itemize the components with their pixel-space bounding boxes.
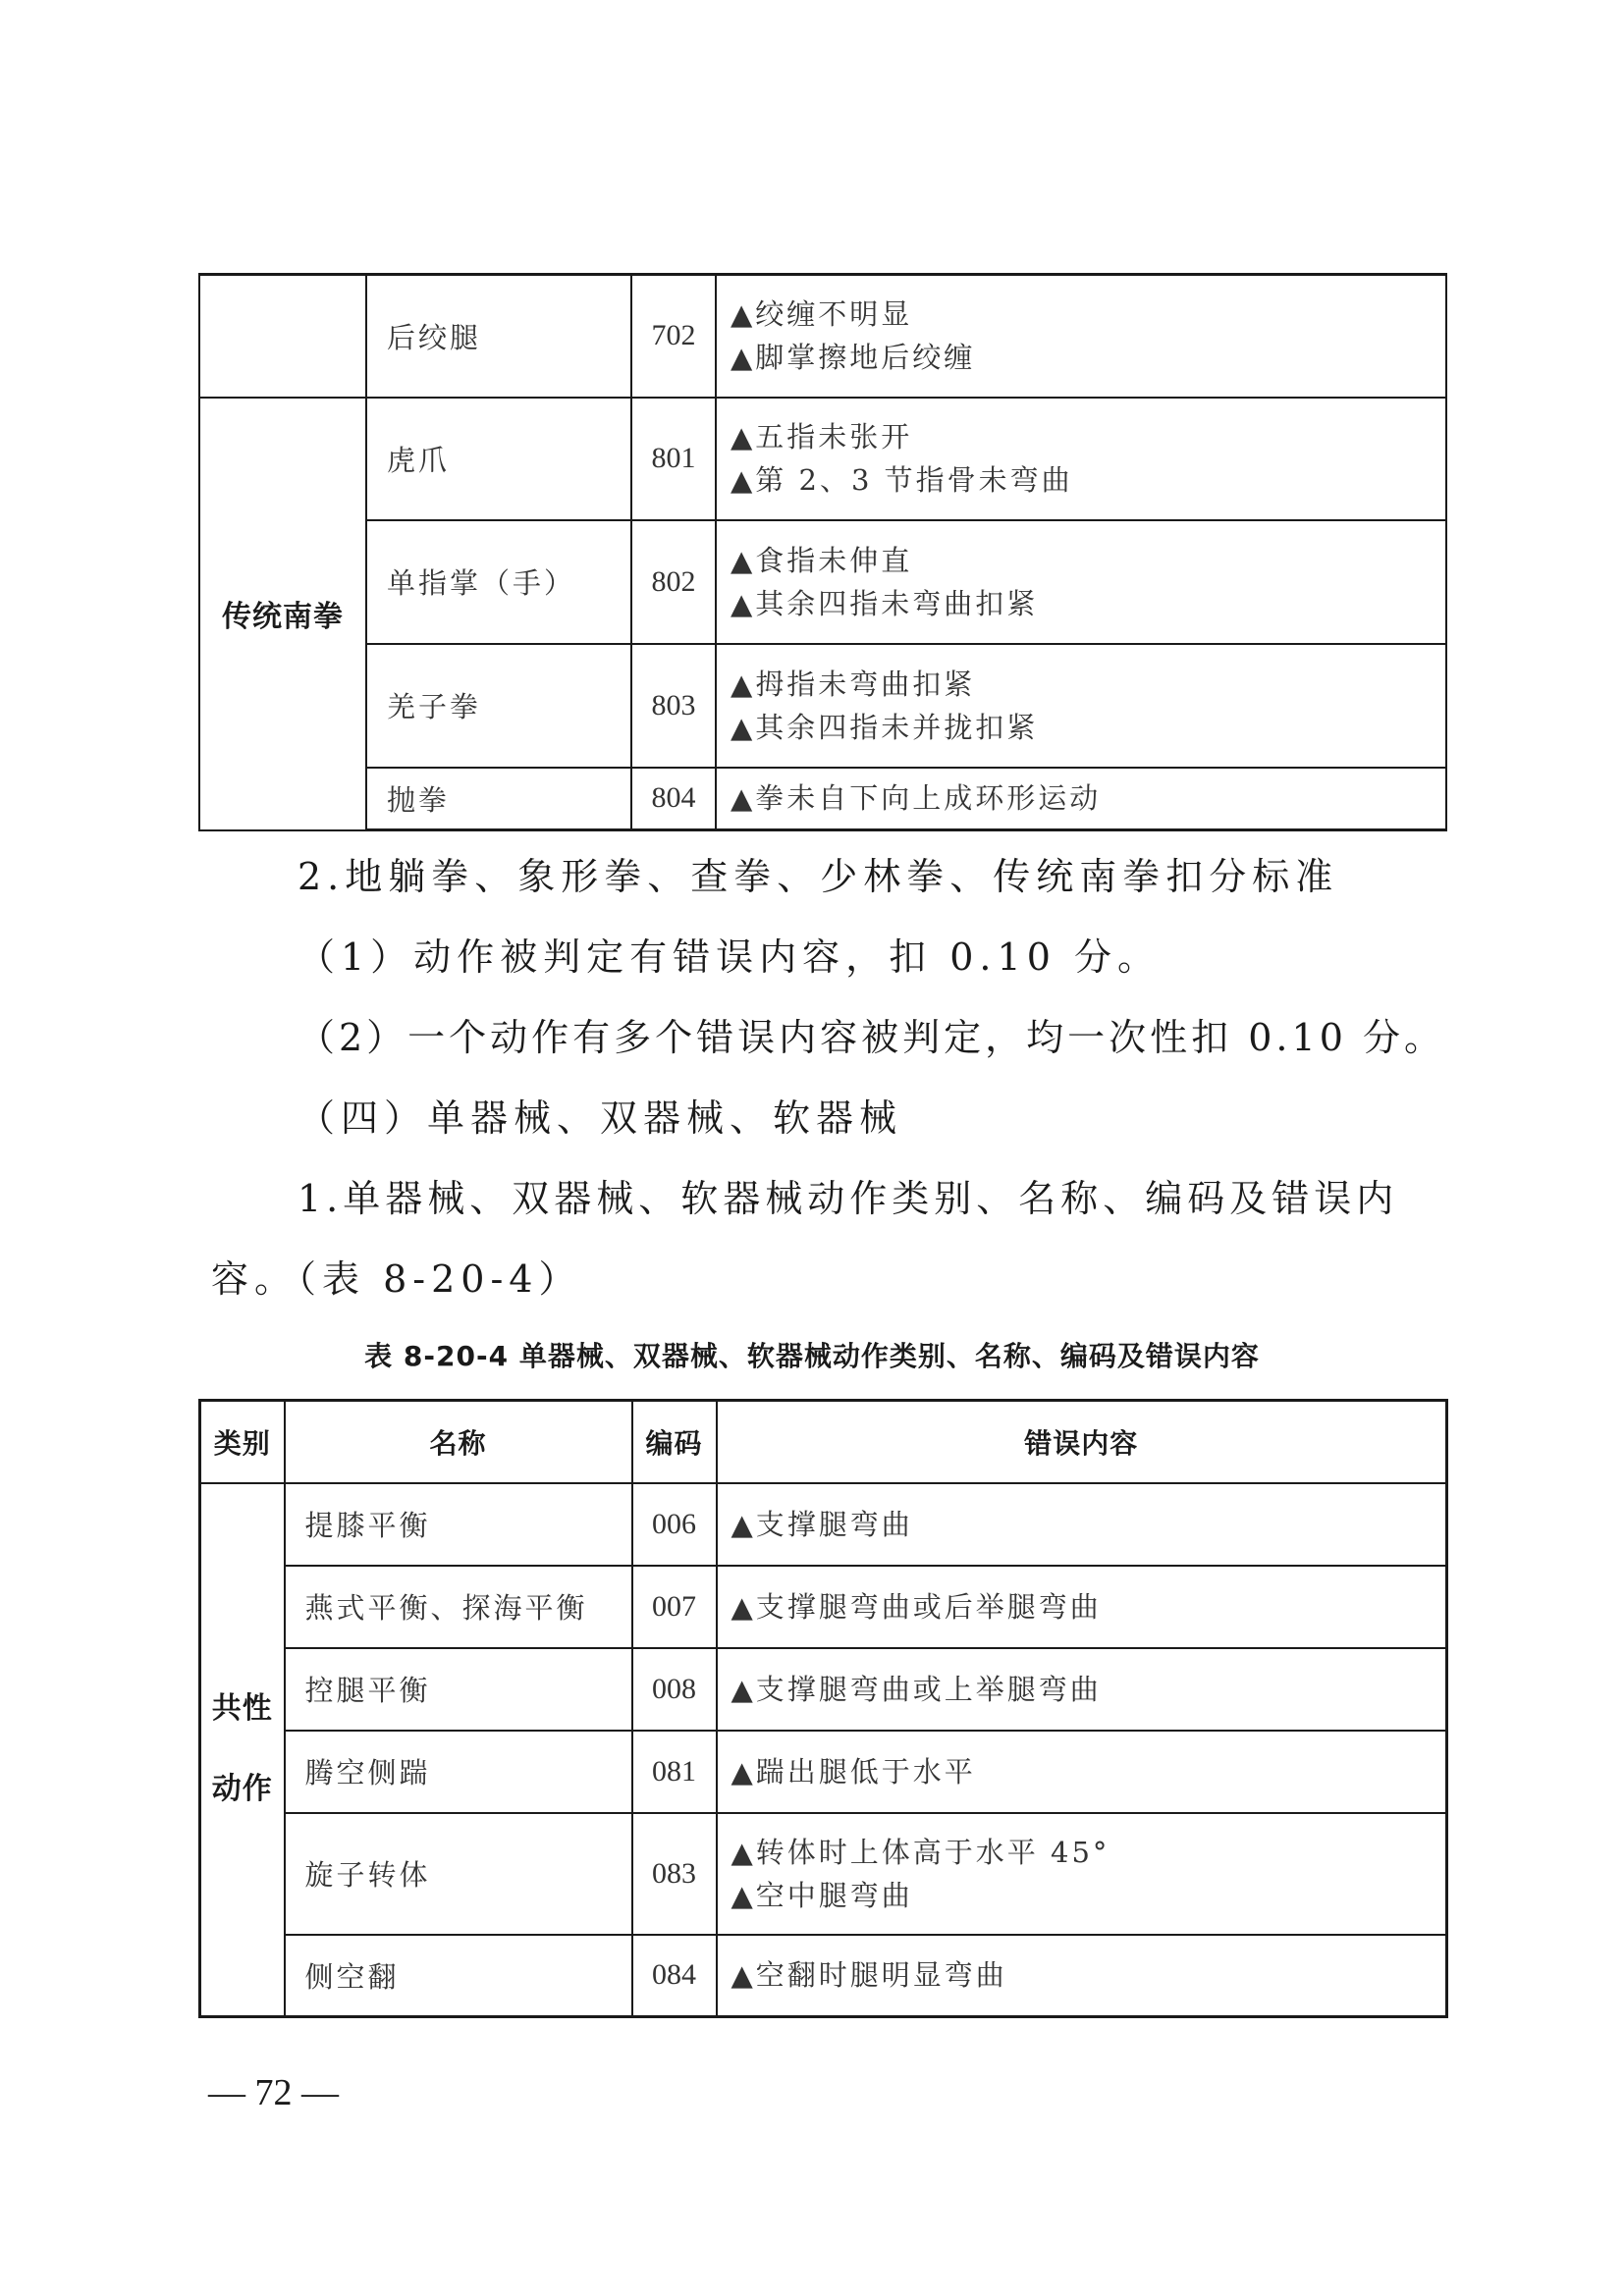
action-code: 083 [632, 1813, 717, 1935]
error-item: ▲转体时上体高于水平 45° [731, 1835, 1110, 1869]
paragraph-table-intro: 1.单器械、双器械、软器械动作类别、名称、编码及错误内 [298, 1177, 1399, 1220]
header-category: 类别 [200, 1401, 285, 1483]
action-code: 802 [631, 520, 716, 644]
error-content [716, 398, 1446, 520]
error-content [717, 1731, 1447, 1813]
table-row [200, 1648, 1447, 1731]
error-content [717, 1813, 1447, 1935]
action-code: 803 [631, 644, 716, 768]
category-cell: 传统南拳 [199, 398, 366, 830]
error-item: ▲第 2、3 节指骨未弯曲 [731, 463, 1073, 497]
error-item: ▲五指未张开 [731, 420, 913, 454]
error-content [716, 520, 1446, 644]
error-content [717, 1648, 1447, 1731]
header-errors: 错误内容 [717, 1401, 1447, 1483]
action-name: 腾空侧踹 [285, 1731, 632, 1813]
paragraph-rule-1: （1）动作被判定有错误内容，扣 0.10 分。 [298, 935, 1161, 979]
category-cell [200, 1483, 285, 2017]
error-item: ▲支撑腿弯曲或后举腿弯曲 [731, 1589, 1102, 1624]
paragraph-table-intro-cont: 容。（表 8-20-4） [211, 1257, 582, 1301]
category-line: 共性 [211, 1691, 273, 1727]
action-code: 008 [632, 1648, 717, 1731]
action-code: 084 [632, 1935, 717, 2017]
paragraph-deduction-standard: 2.地躺拳、象形拳、查拳、少林拳、传统南拳扣分标准 [298, 855, 1339, 898]
table-row [200, 1813, 1447, 1935]
table-row [200, 1935, 1447, 2017]
table-row [199, 398, 1446, 520]
error-item: ▲空中腿弯曲 [731, 1878, 913, 1912]
error-content [717, 1566, 1447, 1648]
action-name: 抛拳 [366, 768, 631, 830]
instrument-action-error-table [198, 1399, 1448, 2018]
header-name: 名称 [285, 1401, 632, 1483]
action-name: 侧空翻 [285, 1935, 632, 2017]
table-row [199, 520, 1446, 644]
error-item: ▲支撑腿弯曲或上举腿弯曲 [731, 1672, 1102, 1706]
error-item: ▲其余四指未弯曲扣紧 [731, 586, 1039, 620]
action-code: 006 [632, 1483, 717, 1566]
table-row [200, 1483, 1447, 1566]
action-name: 虎爪 [366, 398, 631, 520]
table-row [199, 644, 1446, 768]
action-name: 燕式平衡、探海平衡 [285, 1566, 632, 1648]
error-content [716, 644, 1446, 768]
page-number: — 72 — [208, 2072, 339, 2113]
action-code: 801 [631, 398, 716, 520]
action-name: 控腿平衡 [285, 1648, 632, 1731]
action-error-table-continued [198, 273, 1447, 831]
table-row [199, 768, 1446, 830]
header-code: 编码 [632, 1401, 717, 1483]
error-item: ▲踹出腿低于水平 [731, 1754, 976, 1789]
table-row [199, 275, 1446, 398]
error-item: ▲拇指未弯曲扣紧 [731, 667, 976, 701]
action-name: 旋子转体 [285, 1813, 632, 1935]
table-row [200, 1566, 1447, 1648]
paragraph-rule-2: （2）一个动作有多个错误内容被判定，均一次性扣 0.10 分。 [298, 1016, 1445, 1059]
category-line: 动作 [211, 1772, 273, 1807]
error-item: ▲空翻时腿明显弯曲 [731, 1958, 1007, 1993]
table-header-row [200, 1401, 1447, 1483]
action-name: 提膝平衡 [285, 1483, 632, 1566]
action-name: 羌子拳 [366, 644, 631, 768]
action-name: 单指掌（手） [366, 520, 631, 644]
error-item: ▲支撑腿弯曲 [731, 1507, 913, 1541]
action-code: 804 [631, 768, 716, 830]
action-code: 702 [631, 275, 716, 398]
table-caption: 表 8-20-4 单器械、双器械、软器械动作类别、名称、编码及错误内容 [364, 1340, 1260, 1372]
table-row [200, 1731, 1447, 1813]
error-item: ▲其余四指未并拢扣紧 [731, 710, 1039, 744]
error-item: ▲绞缠不明显 [731, 297, 913, 332]
error-item: ▲脚掌擦地后绞缠 [731, 341, 976, 375]
error-content [716, 768, 1446, 830]
error-content [717, 1483, 1447, 1566]
action-code: 007 [632, 1566, 717, 1648]
section-heading: （四）单器械、双器械、软器械 [298, 1096, 903, 1140]
category-cell-empty [199, 275, 366, 398]
error-item: ▲拳未自下向上成环形运动 [731, 781, 1102, 816]
action-code: 081 [632, 1731, 717, 1813]
action-name: 后绞腿 [366, 275, 631, 398]
error-item: ▲食指未伸直 [731, 543, 913, 577]
error-content [717, 1935, 1447, 2017]
error-content [716, 275, 1446, 398]
